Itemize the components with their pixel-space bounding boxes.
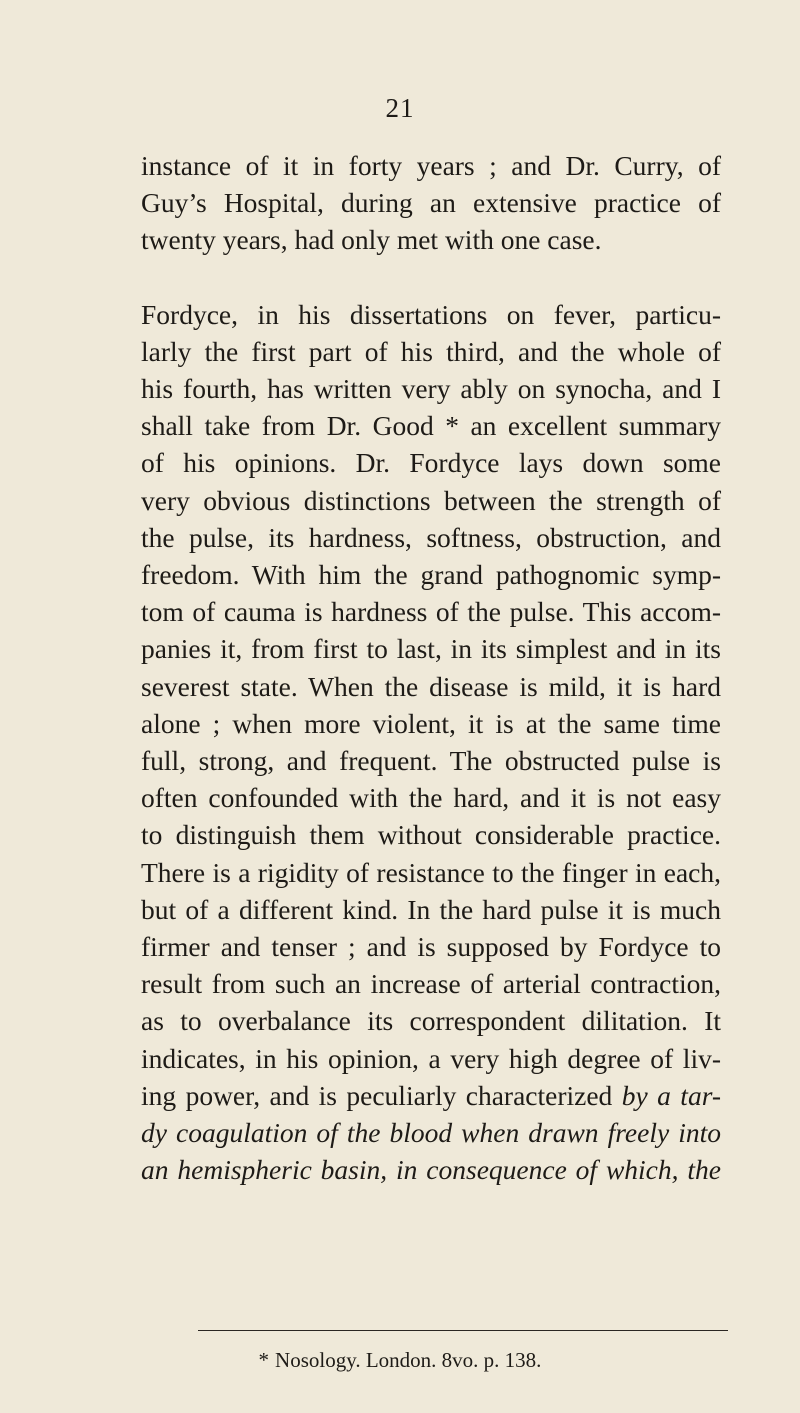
text-line: severest state. When the disease is mild, it is hard [141, 670, 721, 702]
text-line: instance of it in forty years ; and Dr. Curry, of [141, 150, 721, 181]
text-italic: by a tar- [621, 1079, 722, 1111]
text-line: indicates, in his opinion, a very high degree of liv- [141, 1042, 721, 1074]
text-line: twenty years, had only met with one case. [141, 224, 602, 256]
text-line-italic: an hemispheric basin, in consequence of which, the [141, 1154, 721, 1186]
text-line-italic: dy coagulation of the blood when drawn freely into [141, 1117, 721, 1149]
text-line: the pulse, its hardness, softness, obstruction, and [141, 521, 721, 553]
text-line: firmer and tenser ; and is supposed by Fordyce to [141, 931, 721, 963]
text-line: of his opinions. Dr. Fordyce lays down some [141, 447, 721, 479]
text-line: as to overbalance its correspondent dilitation. It [141, 1005, 721, 1037]
text-line: larly the first part of his third, and the whole of [141, 335, 721, 367]
text-line: very obvious distinctions between the strength of [141, 484, 721, 516]
text-line: panies it, from first to last, in its simplest and in its [141, 633, 721, 665]
paragraph-gap [141, 259, 721, 296]
paragraph-1 [141, 147, 721, 259]
text-line: to distinguish them without considerable practice. [141, 819, 721, 851]
text-line: but of a different kind. In the hard pulse it is much [141, 893, 721, 925]
text-line: Fordyce, in his dissertations on fever, particu- [141, 298, 721, 330]
text-roman: ing power, and is peculiarly characterized [141, 1079, 622, 1111]
page-number: 21 [385, 93, 415, 123]
text-line: often confounded with the hard, and it is not easy [141, 782, 721, 814]
text-line: alone ; when more violent, it is at the same time [141, 707, 721, 739]
footnote-text: Nosology. London. 8vo. p. 138. [275, 1348, 542, 1372]
text-line: There is a rigidity of resistance to the finger in each, [141, 856, 721, 888]
text-line: tom of cauma is hardness of the pulse. This accom- [141, 596, 721, 628]
text-line: Guy’s Hospital, during an extensive practice of [141, 187, 721, 219]
text-line-mixed [141, 1077, 721, 1114]
text-line: his fourth, has written very ably on synocha, and I [141, 373, 721, 405]
text-line: freedom. With him the grand pathognomic symp- [141, 559, 721, 591]
text-line: full, strong, and frequent. The obstructed pulse is [141, 745, 721, 777]
body-text [141, 147, 721, 1188]
footnote [0, 1348, 800, 1373]
paragraph-2 [141, 296, 721, 1189]
text-line: shall take from Dr. Good * an excellent summary [141, 410, 721, 442]
footnote-rule [198, 1330, 728, 1331]
footnote-marker: * [258, 1348, 270, 1372]
text-line: result from such an increase of arterial contraction, [141, 968, 721, 1000]
